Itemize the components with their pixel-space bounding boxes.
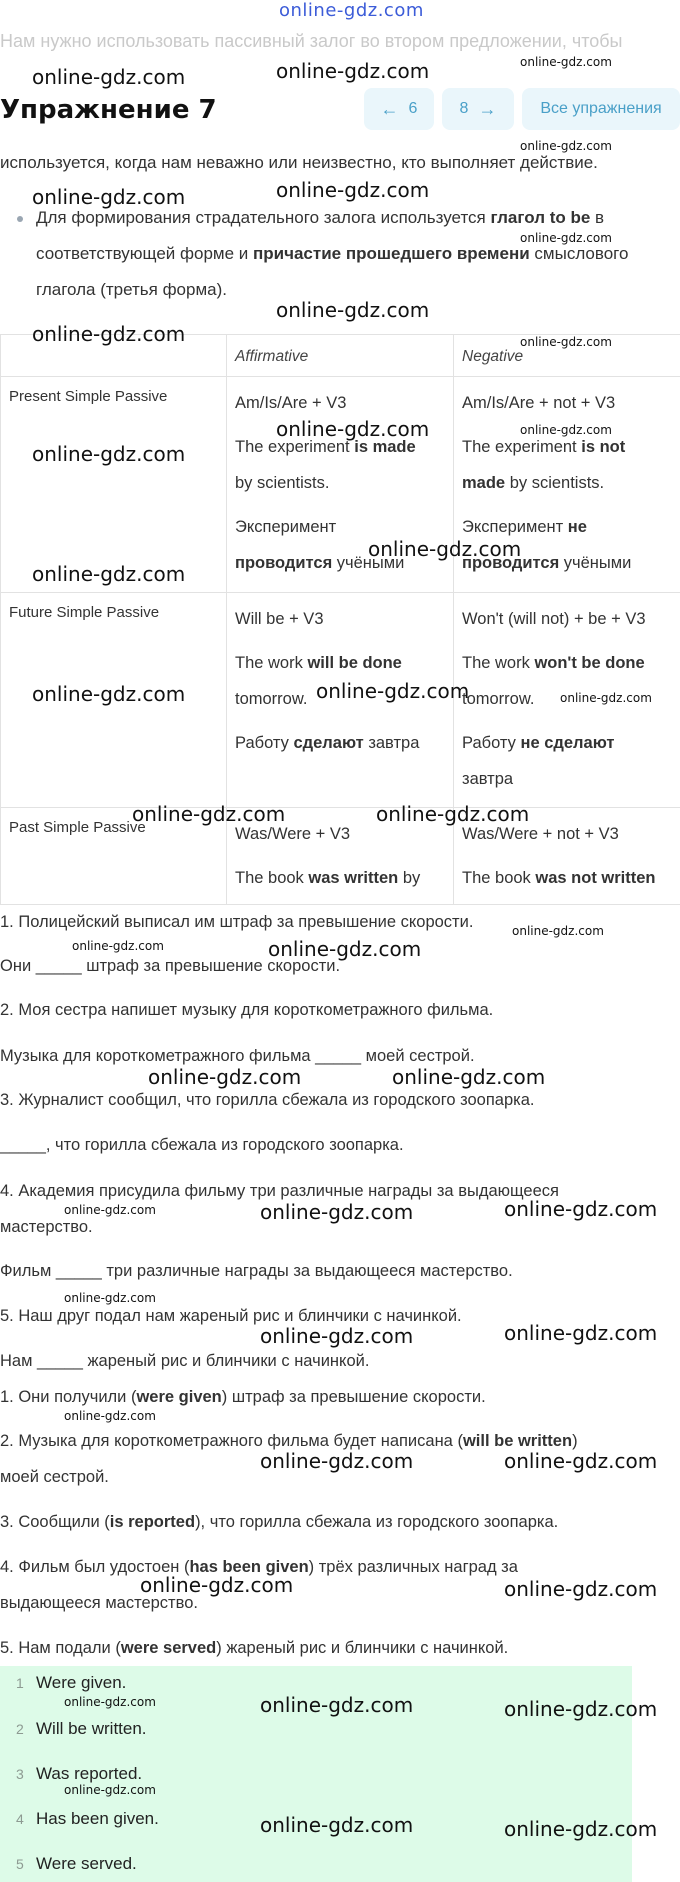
- negative-cell: Won't (will not) + be + V3 The work won't be done tomorrow. Работу не сделают завтра: [454, 593, 680, 808]
- watermark: online-gdz.com: [32, 442, 186, 466]
- answer-text: Were given.: [36, 1673, 127, 1692]
- watermark: online-gdz.com: [64, 1409, 156, 1423]
- affirmative-cell: Will be + V3 The work will be done tomorrow. Работу сделают завтра: [227, 593, 454, 808]
- watermark: online-gdz.com: [260, 1200, 414, 1224]
- watermark: online-gdz.com: [260, 1693, 414, 1717]
- answer-item: 3: [16, 1766, 24, 1782]
- solution-line: 3. Сообщили (is reported), что горилла сбежала из городского зоопарка.: [0, 1513, 559, 1531]
- watermark: online-gdz.com: [276, 298, 430, 322]
- answer-item: 4: [16, 1811, 24, 1827]
- bullet-line-3: глагола (третья форма).: [36, 280, 227, 299]
- watermark: online-gdz.com: [316, 679, 470, 703]
- watermark: online-gdz.com: [368, 537, 522, 561]
- watermark: online-gdz.com: [64, 1695, 156, 1709]
- solution-line: 5. Нам подали (were served) жареный рис и блинчики с начинкой.: [0, 1639, 509, 1657]
- negative-cell: Was/Were + not + V3 The book was not written: [454, 808, 680, 905]
- watermark: online-gdz.com: [560, 691, 652, 705]
- watermark: online-gdz.com: [32, 185, 186, 209]
- table-header-affirmative: Affirmative: [227, 335, 454, 377]
- solution-line: 4. Фильм был удостоен (has been given) трёх различных наград за: [0, 1558, 518, 1576]
- answer-item: 5: [16, 1856, 24, 1872]
- row-name: Future Simple Passive: [1, 593, 227, 808]
- all-exercises-button[interactable]: [522, 88, 680, 130]
- watermark: online-gdz.com: [504, 1577, 658, 1601]
- answer-item: 2: [16, 1721, 24, 1737]
- watermark: online-gdz.com: [132, 802, 286, 826]
- watermark: online-gdz.com: [148, 1065, 302, 1089]
- watermark: online-gdz.com: [504, 1321, 658, 1345]
- affirmative-cell: Was/Were + V3 The book was written by: [227, 808, 454, 905]
- table-row: [1, 377, 680, 593]
- watermark: online-gdz.com: [268, 937, 422, 961]
- next-exercise-button[interactable]: [442, 88, 514, 130]
- watermark: online-gdz.com: [260, 1813, 414, 1837]
- answer-text: Was reported.: [36, 1764, 143, 1783]
- exercise-line: Музыка для короткометражного фильма _____ моей сестрой.: [0, 1047, 475, 1065]
- faded-previous-text: Нам нужно использовать пассивный залог во втором предложении, чтобы: [0, 31, 623, 51]
- watermark: online-gdz.com: [520, 55, 612, 69]
- watermark: online-gdz.com: [32, 682, 186, 706]
- exercise-line: 3. Журналист сообщил, что горилла сбежала из городского зоопарка.: [0, 1091, 535, 1109]
- bullet-line-2: соответствующей форме и причастие прошедшего времени смыслового: [36, 244, 629, 263]
- exercise-line: мастерство.: [0, 1218, 93, 1236]
- watermark: online-gdz.com: [32, 562, 186, 586]
- watermark: online-gdz.com: [504, 1817, 658, 1841]
- solution-line: моей сестрой.: [0, 1468, 109, 1486]
- watermark: online-gdz.com: [392, 1065, 546, 1089]
- arrow-left-icon: ←: [380, 98, 399, 119]
- affirmative-cell: Am/Is/Are + V3 The experiment is made by scientists. Эксперимент проводится учёными: [227, 377, 454, 593]
- bullet-line-1: Для формирования страдательного залога используется глагол to be в: [36, 208, 605, 227]
- watermark: online-gdz.com: [520, 231, 612, 245]
- row-name: Past Simple Passive: [1, 808, 227, 905]
- watermark: online-gdz.com: [504, 1697, 658, 1721]
- watermark: online-gdz.com: [520, 335, 612, 349]
- watermark: online-gdz.com: [504, 1449, 658, 1473]
- solution-line: 2. Музыка для короткометражного фильма будет написана (will be written): [0, 1432, 578, 1450]
- watermark: online-gdz.com: [376, 802, 530, 826]
- watermark: online-gdz.com: [512, 924, 604, 938]
- watermark: online-gdz.com: [64, 1783, 156, 1797]
- exercise-line: 5. Наш друг подал нам жареный рис и блинчики с начинкой.: [0, 1307, 462, 1325]
- table-row: [1, 808, 680, 905]
- watermark: online-gdz.com: [64, 1291, 156, 1305]
- watermark: online-gdz.com: [260, 1324, 414, 1348]
- watermark: online-gdz.com: [520, 423, 612, 437]
- intro-line: используется, когда нам неважно или неизвестно, кто выполняет действие.: [0, 153, 598, 172]
- next-exercise-label: 8: [459, 100, 469, 117]
- bullet-icon: [17, 216, 23, 222]
- watermark: online-gdz.com: [276, 417, 430, 441]
- watermark: online-gdz.com: [520, 139, 612, 153]
- exercise-line: 2. Моя сестра напишет музыку для короткометражного фильма.: [0, 1001, 494, 1019]
- watermark: online-gdz.com: [504, 1197, 658, 1221]
- page-title: Упражнение 7: [0, 95, 217, 125]
- arrow-right-icon: →: [478, 98, 497, 119]
- solution-line: выдающееся мастерство.: [0, 1594, 198, 1612]
- watermark: online-gdz.com: [276, 59, 430, 83]
- watermark: online-gdz.com: [32, 65, 186, 89]
- answer-text: Were served.: [36, 1854, 137, 1873]
- exercise-line: 1. Полицейский выписал им штраф за превышение скорости.: [0, 913, 474, 931]
- exercise-line: _____, что горилла сбежала из городского зоопарка.: [0, 1136, 404, 1154]
- exercise-line: Нам _____ жареный рис и блинчики с начинкой.: [0, 1352, 370, 1370]
- solution-line: 1. Они получили (were given) штраф за превышение скорости.: [0, 1388, 486, 1406]
- watermark: online-gdz.com: [140, 1573, 294, 1597]
- answer-text: Will be written.: [36, 1719, 147, 1738]
- watermark: online-gdz.com: [72, 939, 164, 953]
- negative-cell: Am/Is/Are + not + V3 The experiment is not made by scientists. Эксперимент не проводится учёными: [454, 377, 680, 593]
- prev-exercise-button[interactable]: [364, 88, 434, 130]
- site-logo[interactable]: online-gdz.com: [279, 0, 424, 21]
- watermark: online-gdz.com: [276, 178, 430, 202]
- prev-exercise-label: 6: [408, 100, 418, 117]
- exercise-line: 4. Академия присудила фильму три различные награды за выдающееся: [0, 1182, 559, 1200]
- watermark: online-gdz.com: [64, 1203, 156, 1217]
- answer-item: 1: [16, 1675, 24, 1691]
- watermark: online-gdz.com: [32, 322, 186, 346]
- answer-text: Has been given.: [36, 1809, 159, 1828]
- exercise-line: Фильм _____ три различные награды за выдающееся мастерство.: [0, 1262, 513, 1280]
- all-exercises-label: Все упражнения: [540, 100, 662, 117]
- row-name: Present Simple Passive: [1, 377, 227, 593]
- watermark: online-gdz.com: [260, 1449, 414, 1473]
- exercise-line: Они _____ штраф за превышение скорости.: [0, 957, 341, 975]
- table-header-negative: Negative: [454, 335, 680, 377]
